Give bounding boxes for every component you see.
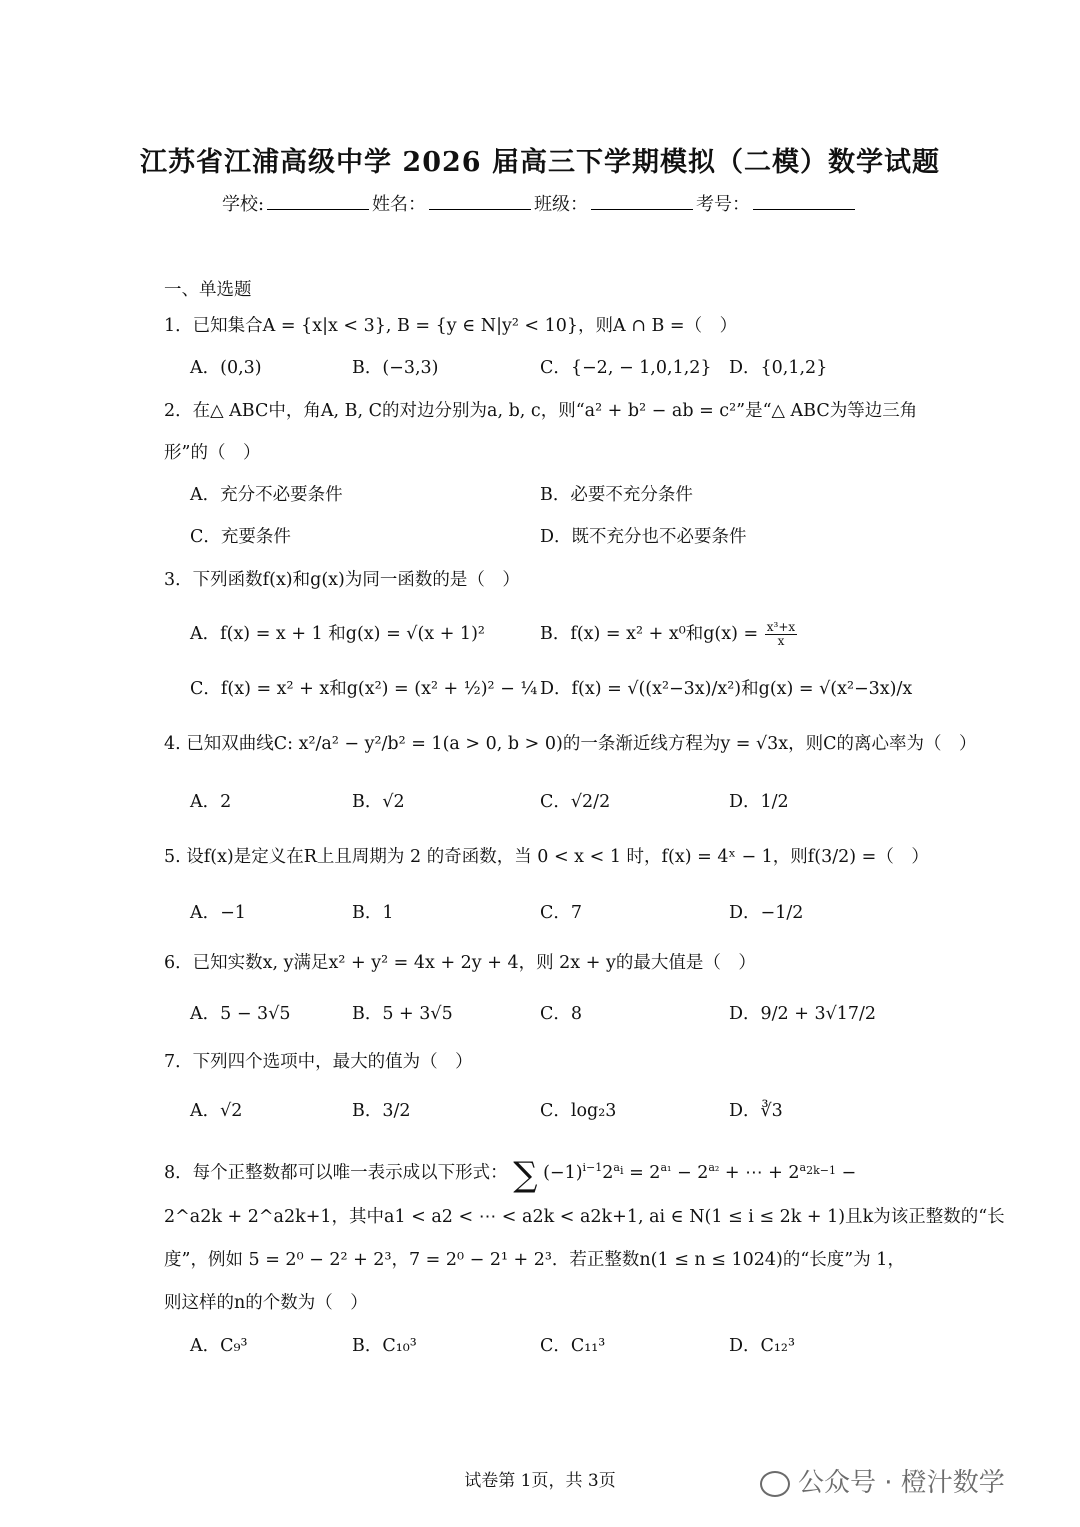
- q2-option-d: D．既不充分也不必要条件: [540, 527, 747, 547]
- question-3: 3．下列函数f(x)和g(x)为同一函数的是（ ）: [164, 570, 520, 590]
- q5-option-b: B．1: [352, 903, 394, 923]
- q3-b-fraction: $\frac{\text{x³+x}}{x}$: [766, 620, 796, 648]
- class-label: 班级：: [534, 194, 589, 215]
- question-4: 4. 已知双曲线C: x²/a² − y²/b² = 1(a > 0, b > 0)的一条渐近线方程为y = √3x，则C的离心率为（ ）: [164, 734, 977, 754]
- question-6: 6．已知实数x, y满足x² + y² = 4x + 2y + 4，则 2x + y的最大值是（ ）: [164, 953, 756, 973]
- q3-option-b: [540, 620, 798, 648]
- question-8-line-1: [164, 1155, 856, 1195]
- q4-option-b: B．√2: [352, 792, 405, 812]
- q7-option-c: C．log₂3: [540, 1101, 617, 1121]
- question-8-line-3: 度”，例如 5 = 2⁰ − 2² + 2³，7 = 2⁰ − 2¹ + 2³．若正整数n(1 ≤ n ≤ 1024)的“长度”为 1，: [164, 1250, 905, 1270]
- q7-option-d: D．∛3: [729, 1101, 783, 1121]
- q3-option-d: D．f(x) = √((x²−3x)/x²)和g(x) = √(x²−3x)/x: [540, 679, 913, 699]
- question-2-line-2: 形”的（ ）: [164, 443, 261, 463]
- q2-option-a: A．充分不必要条件: [190, 485, 343, 505]
- question-5: 5. 设f(x)是定义在R上且周期为 2 的奇函数，当 0 < x < 1 时，f(x) = 4ˣ − 1，则f(3/2) =（ ）: [164, 847, 929, 867]
- question-2-line-1: 2．在△ ABC中，角A, B, C的对边分别为a, b, c，则“a² + b² − ab = c²”是“△ ABC为等边三角: [164, 401, 918, 421]
- class-blank[interactable]: [591, 191, 693, 210]
- q1-option-d: D．{0,1,2}: [729, 358, 828, 378]
- question-7: 7．下列四个选项中，最大的值为（ ）: [164, 1052, 473, 1072]
- section-heading: 一、单选题: [164, 280, 252, 300]
- summation-symbol: ∑: [513, 1155, 538, 1195]
- q4-option-d: D．1/2: [729, 792, 789, 812]
- name-blank[interactable]: [429, 191, 531, 210]
- q2-option-b: B．必要不充分条件: [540, 485, 693, 505]
- q5-option-c: C．7: [540, 903, 583, 923]
- q7-option-a: A．√2: [190, 1101, 243, 1121]
- exam-no-label: 考号：: [696, 194, 751, 215]
- q8-intro: 8．每个正整数都可以唯一表示成以下形式：: [164, 1163, 508, 1183]
- q6-option-d: D．9/2 + 3√17/2: [729, 1004, 877, 1024]
- question-8-line-2: 2^a2k + 2^a2k+1，其中a1 < a2 < ⋯ < a2k < a2k+1, ai ∈ N(1 ≤ i ≤ 2k + 1)且k为该正整数的“长: [164, 1207, 1005, 1227]
- q8-option-c: C．C₁₁³: [540, 1336, 606, 1356]
- exam-no-blank[interactable]: [753, 191, 855, 210]
- q4-option-c: C．√2/2: [540, 792, 611, 812]
- q8-option-b: B．C₁₀³: [352, 1336, 417, 1356]
- q2-option-c: C．充要条件: [190, 527, 291, 547]
- q1-option-c: C．{−2, − 1,0,1,2}: [540, 358, 712, 378]
- q4-option-a: A．2: [190, 792, 232, 812]
- student-info-line: [0, 190, 1080, 216]
- school-label: 学校:: [221, 194, 265, 215]
- page-title: 江苏省江浦高级中学 2026 届高三下学期模拟（二模）数学试题: [140, 147, 940, 178]
- q3-option-b-text: B．f(x) = x² + x⁰和g(x) =: [540, 624, 759, 644]
- page-footer: 试卷第 1页，共 3页: [464, 1471, 616, 1491]
- q8-option-a: A．C₉³: [190, 1336, 248, 1356]
- watermark: [760, 1462, 1005, 1499]
- question-8-line-4: 则这样的n的个数为（ ）: [164, 1293, 368, 1313]
- q8-option-d: D．C₁₂³: [729, 1336, 795, 1356]
- q7-option-b: B．3/2: [352, 1101, 411, 1121]
- q6-option-c: C．8: [540, 1004, 583, 1024]
- question-1: 1．已知集合A = {x|x < 3}, B = {y ∈ N|y² < 10}，则A ∩ B =（ ）: [164, 316, 738, 336]
- q6-option-b: B．5 + 3√5: [352, 1004, 453, 1024]
- q1-option-b: B．(−3,3): [352, 358, 439, 378]
- q6-option-a: A．5 − 3√5: [190, 1004, 291, 1024]
- q5-option-d: D．−1/2: [729, 903, 804, 923]
- watermark-text: 公众号 · 橙汁数学: [798, 1468, 1005, 1498]
- school-blank[interactable]: [267, 191, 369, 210]
- q5-option-a: A．−1: [190, 903, 246, 923]
- name-label: 姓名：: [372, 194, 427, 215]
- q3-option-a: A．f(x) = x + 1 和g(x) = √(x + 1)²: [190, 624, 485, 644]
- q8-sum-expression: $(-1)^{i-1}2^{a_i} = 2^{a_1} - 2^{a_2}$ + ⋯ + $2^{a_{2k-1}}$ −: [543, 1161, 857, 1183]
- q3-option-c: C．f(x) = x² + x和g(x²) = (x² + ½)² − ¼: [190, 679, 538, 699]
- wechat-icon: [760, 1471, 790, 1497]
- q1-option-a: A．(0,3): [190, 358, 262, 378]
